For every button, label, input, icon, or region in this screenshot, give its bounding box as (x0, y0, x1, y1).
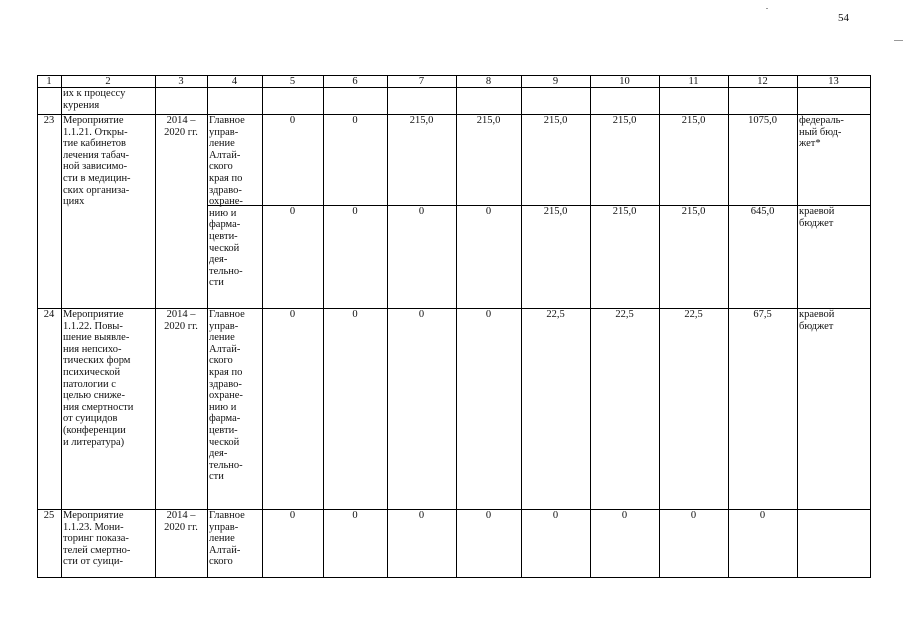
funding-source (797, 509, 870, 577)
amount-col-8: 215,0 (476, 115, 501, 126)
funding-source: федераль- ный бюд- жет* (799, 115, 844, 150)
activity-executor: Главное управ- ление Алтай- ского края по здраво- охране- нию и фарма- цевти- ческой дея- тельно- сти (209, 309, 245, 483)
table-bottom-border (37, 577, 871, 578)
amount-col-7: 215,0 (409, 115, 434, 126)
amount-col-10: 215,0 (612, 206, 637, 217)
amount-col-12: 67,5 (753, 309, 772, 320)
activity-executor: Главное управ- ление Алтай- ского (209, 510, 245, 568)
scan-mark (894, 40, 903, 41)
continuation-text: их к процессу курения (63, 88, 126, 111)
amount-col-12: 0 (759, 510, 766, 521)
column-header-12: 12 (757, 76, 768, 87)
column-header-13: 13 (828, 76, 839, 87)
activity-name: Мероприятие 1.1.23. Мони- торинг показа- телей смертно- сти от суици- (63, 510, 131, 568)
amount-col-6: 0 (352, 115, 358, 126)
funding-source: краевой бюджет (799, 309, 835, 332)
column-header-5: 5 (289, 76, 296, 87)
amount-col-8: 0 (485, 206, 492, 217)
column-header-2: 2 (105, 76, 111, 87)
activity-name: Мероприятие 1.1.22. Повы- шение выявле- ния непсихо- тических форм психической патологии с целью сниже- ния смертности от суицидов (конференции и литература) (63, 309, 134, 448)
amount-col-11: 215,0 (681, 206, 706, 217)
amount-col-7: 0 (418, 206, 425, 217)
amount-col-12: 645,0 (750, 206, 775, 217)
amount-col-11: 22,5 (684, 309, 703, 320)
amount-col-9: 215,0 (543, 206, 568, 217)
column-header-9: 9 (552, 76, 559, 87)
amount-col-11: 0 (690, 510, 697, 521)
amount-col-7: 0 (418, 309, 425, 320)
amount-col-12: 1075,0 (748, 115, 777, 126)
amount-col-6: 0 (352, 309, 358, 320)
page-number: 54 (838, 12, 849, 24)
column-header-3: 3 (178, 76, 184, 87)
amount-col-6: 0 (352, 206, 358, 217)
column-border (870, 75, 871, 578)
amount-col-9: 22,5 (546, 309, 565, 320)
scan-mark (766, 8, 768, 9)
column-header-11: 11 (688, 76, 699, 87)
amount-col-10: 215,0 (612, 115, 637, 126)
amount-col-11: 215,0 (681, 115, 706, 126)
amount-col-8: 0 (485, 309, 492, 320)
column-header-6: 6 (352, 76, 358, 87)
amount-col-10: 0 (621, 510, 628, 521)
amount-col-5: 0 (289, 510, 296, 521)
amount-col-9: 215,0 (543, 115, 568, 126)
column-header-10: 10 (619, 76, 630, 87)
amount-col-6: 0 (352, 510, 358, 521)
header-bottom-border (37, 87, 871, 88)
column-header-8: 8 (485, 76, 492, 87)
column-header-4: 4 (231, 76, 238, 87)
activity-period: 2014 – 2020 гг. (164, 510, 198, 533)
amount-col-5: 0 (289, 206, 296, 217)
amount-col-7: 0 (418, 510, 425, 521)
amount-col-8: 0 (485, 510, 492, 521)
amount-col-10: 22,5 (615, 309, 634, 320)
activity-period: 2014 – 2020 гг. (164, 115, 198, 138)
column-header-1: 1 (46, 76, 52, 87)
activity-name: Мероприятие 1.1.21. Откры- тие кабинетов лечения табач- ной зависимо- сти в медицин- ских организа- циях (63, 115, 131, 208)
activity-period: 2014 – 2020 гг. (164, 309, 198, 332)
row-number: 24 (43, 309, 55, 320)
activity-executor: Главное управ- ление Алтай- ского края по здраво- охране- нию и фарма- цевти- ческой дея- тельно- сти (209, 115, 245, 289)
column-header-7: 7 (418, 76, 425, 87)
row-number: 25 (43, 510, 55, 521)
row-number: 23 (43, 115, 55, 126)
amount-col-5: 0 (289, 115, 296, 126)
funding-source: краевой бюджет (799, 206, 835, 229)
amount-col-5: 0 (289, 309, 296, 320)
amount-col-9: 0 (552, 510, 559, 521)
